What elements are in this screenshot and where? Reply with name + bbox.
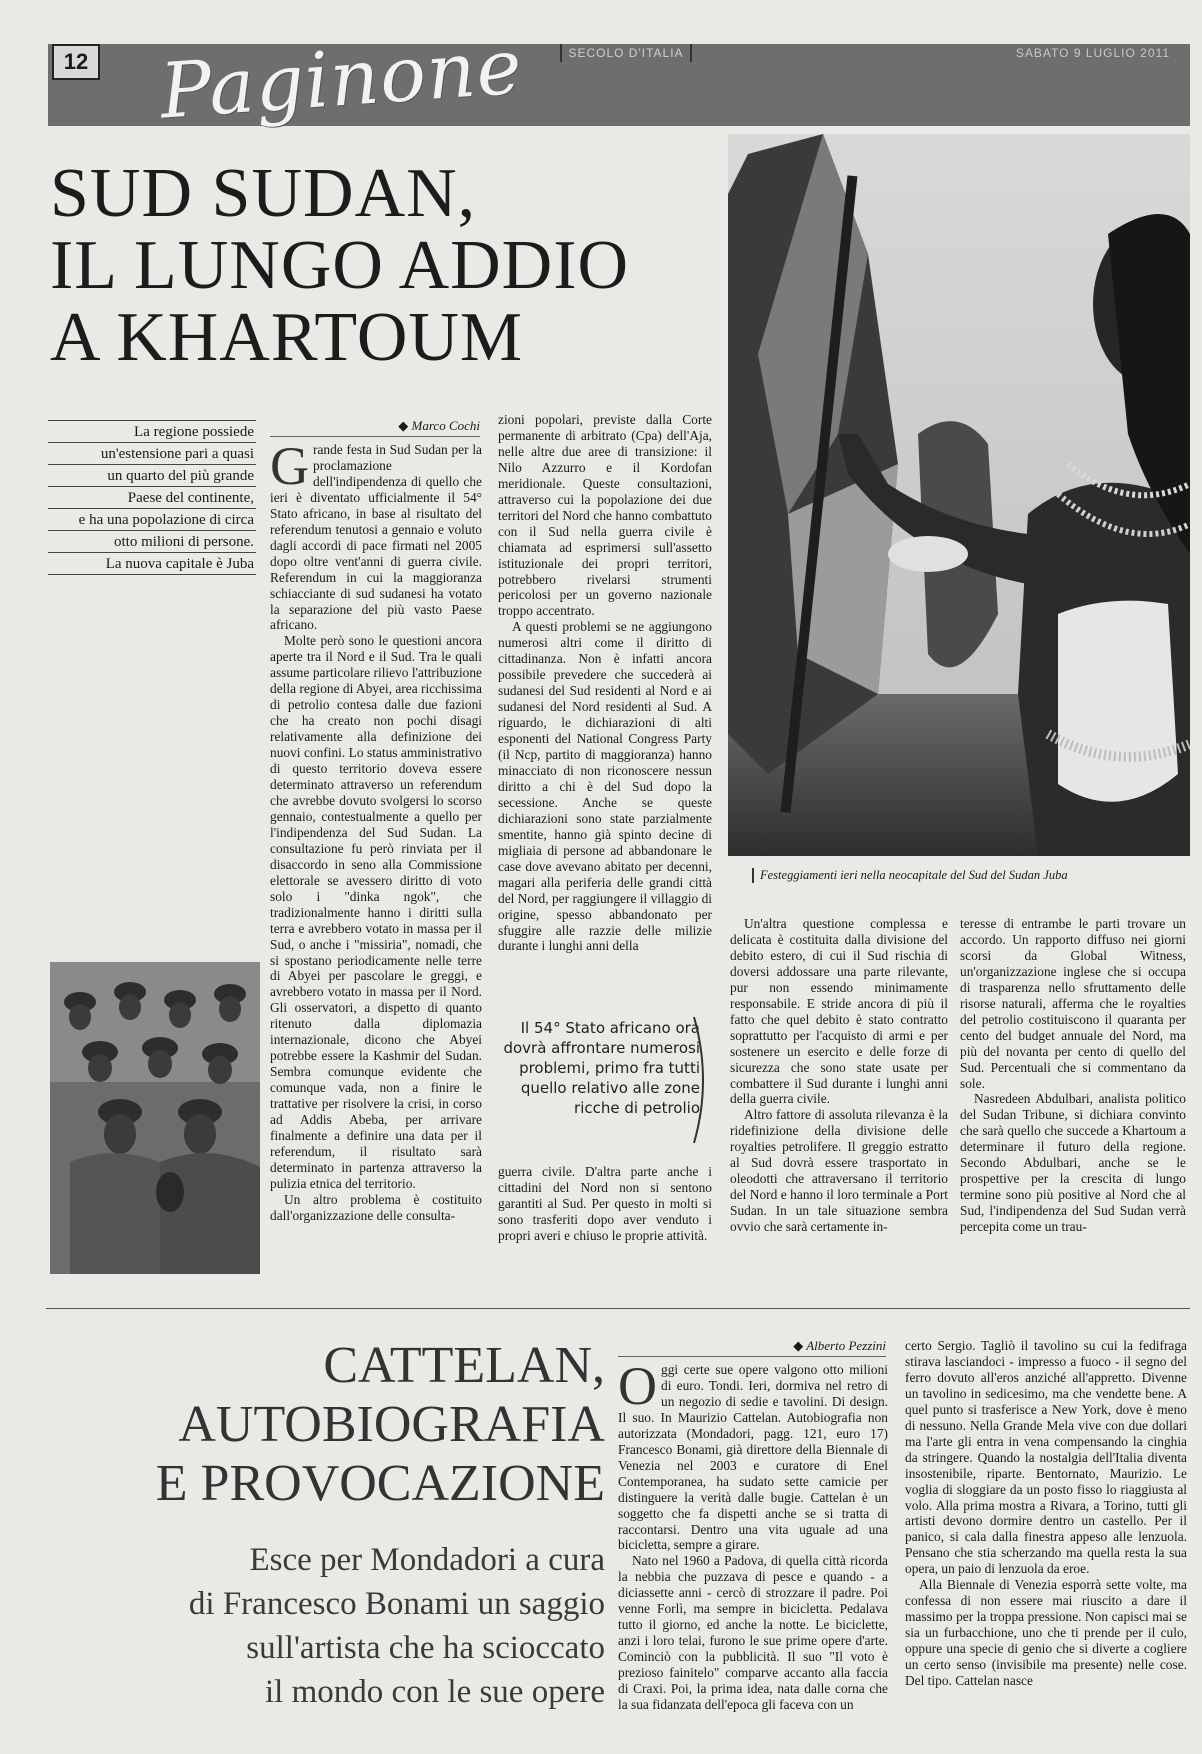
subheadline-line: il mondo con le sue opere — [265, 1674, 605, 1710]
paragraph: zioni popolari, previste dalla Corte permanente di arbitrato (Cpa) dell'Aja, nelle altre due aree di transizione: il Nilo Azzurro e il Kordofan meridionale. Queste consultazioni, attraverso cui la popolazione dei due territori del Nord che hanno combattuto con il Sud nella guerra civile è chiamata ad esprimersi sull'assetto istituzionale dei propri territori, potrebbero rivelarsi strumenti pericolosi per un governo nazionale troppo accentrato. — [498, 412, 712, 619]
article-column-2-continued — [498, 1164, 712, 1276]
masthead: SECOLO D'ITALIA — [560, 44, 692, 62]
byline-diamond-icon: ◆ — [398, 418, 409, 433]
article-divider — [46, 1308, 1190, 1309]
headline-line: CATTELAN, — [323, 1337, 605, 1394]
headline-line: SUD SUDAN, — [50, 155, 477, 232]
paragraph: Molte però sono le questioni ancora aperte tra il Nord e il Sud. Tra le quali assume particolare rilievo l'attribuzione della regione di Abyei, area ricchissima di petrolio contesa dalle due fazioni che ha creato non pochi disagi relativamente alla definizione dei nuovi confini. Lo status amministrativo di questo territorio doveva essere determinato attraverso un referendum che avrebbe dovuto svolgersi lo scorso gennaio, contestualmente a quello per l'indipendenza del Sud Sudan. La consultazione fu però rinviata per il disaccordo in seno alla Commissione elettorale se avessero diritto di voto solo i "dinka ngok", che tradizionalmente hanno i diritti sulla terra e avrebbero votato in massa per il Sud, o anche i "missiria", nomadi, che si spostano periodicamente nelle terre di Abyei per pascolare le greggi, e avrebbero votato in massa per il Nord. Gli osservatori, a dispetto di quanto ritenuto dalla diplomazia internazionale, dicono che Abyei potrebbe essere la Kashmir del Sudan. Sembra comunque evidente che comunque vada, non a finire le trattative per risolvere la crisi, in corso ad Addis Abeba, per arrivare finalmente a definire una data per il referendum, il risultato sarà determinato in partenza attraverso la pulizia etnica del territorio. — [270, 633, 482, 1191]
paragraph-text: ggi certe sue opere valgono otto milioni di euro. Tondi. Ieri, dormiva nel retro di un negozio di sedie e tavolini. Di design. Il suo. In Maurizio Cattelan. Autobiografia non autorizzata (Mondadori, pagg. 121, euro 17) Francesco Bonami, già direttore della Biennale di Venezia nel 2003 e curatore di Enel Contemporanea, ha sudato sette camicie per distinguere la verità dalle bugie. Cattelan è un soggetto che fa dispetti anche se si tratta di raccontarsi. Dentro una vita uguale ad una bicicletta, sempre a girare. — [618, 1362, 888, 1553]
summary-line: La regione possiede — [48, 420, 256, 442]
summary-line: un'estensione pari a quasi — [48, 442, 256, 464]
dateline: SABATO 9 LUGLIO 2011 — [1015, 46, 1170, 60]
summary-line: e ha una popolazione di circa — [48, 508, 256, 530]
subheadline-line: Esce per Mondadori a cura — [249, 1542, 605, 1578]
paragraph: Nasredeen Abdulbari, analista politico del Sudan Tribune, si dichiara convinto che sarà quello che succede a Khartoum a determinare il futuro della regione. Secondo Abdulbari, anche se le prospettive per la crescita di lungo termine sono più positive al Nord che al Sud, l'indipendenza del Sud Sudan verrà percepita come un trau- — [960, 1091, 1186, 1235]
article-column-4 — [960, 916, 1186, 1276]
paragraph: certo Sergio. Tagliò il tavolino su cui la fedifraga stirava lasciandoci - impresso a fuoco - il segno del ferro dovuto all'eros anziché all'appretto. Divenne un tavolino in sedicesimo, ma che vendette bene. A quel punto si trasferisce a New York, dove è meno di nessuno. Nella Grande Mela vive con due dollari ma l'arte gli entra in vena compensando la cinghia da stringere. Quando la nostalgia dell'Italia diventa insostenibile, riparte. Bentornato, Maurizio. Le voglia di sloggiare da un posto fisso lo riaggiusta al volo. Alla prima mostra a Rivara, a Torino, tutti gli artisti devono dormire dentro un castello. Per il panico, si cala dalla finestra appeso alle lenzuola. Pensano che stia scherzando ma quella resta la sua opera, un paio di lenzuola da eroe. — [905, 1338, 1187, 1577]
paragraph — [618, 1362, 888, 1553]
headline-line: AUTOBIOGRAFIA — [178, 1396, 605, 1453]
article-headline — [50, 155, 740, 376]
paragraph: Alla Biennale di Venezia esporrà sette volte, ma confessa di non essere mai riuscito a dare il massimo per la troppa pressione. Non capisci mai se sia un furbacchione, uno che ti prende per il culo, oppure una specie di genio che si diverte a cogliere un certo senso (invisibile ma presente) nelle cose. Del tipo. Cattelan nasce — [905, 1577, 1187, 1689]
headline-line: IL LUNGO ADDIO — [50, 227, 630, 304]
paragraph: Altro fattore di assoluta rilevanza è la ridefinizione della divisione delle royalties petrolifere. Il greggio estratto al Sud dovrà essere trasportato in oleodotti che attraversano il territorio del Nord e hanno il loro terminale a Port Sudan. In un tale situazione sembra ovvio che sarà certamente in- — [730, 1107, 948, 1235]
byline-author: Alberto Pezzini — [806, 1338, 886, 1353]
paragraph: Nato nel 1960 a Padova, di quella città ricorda la nebbia che puzzava di pesce e quando - a diciassette anni - cercò di strozzare il padre. Poi venne Forlì, ma sempre in bicicletta. Pedalava tutto il giorno, ed anche la notte. Le biciclette, anzi i loro telai, furono le sue prime opere d'arte. Cominciò con la pubblicità. Il suo "Il voto è prezioso fainitelo" comparve accanto alla faccia di Craxi. Poi, la prima idea, nata dalle corna che la sua fidanzata dell'epoca gli faceva con un — [618, 1553, 888, 1713]
soldiers-photo — [50, 962, 260, 1274]
article-byline — [270, 418, 480, 437]
page-number: 12 — [52, 44, 100, 80]
pull-quote: Il 54° Stato africano ora dovrà affrontare numerosi problemi, primo fra tutti quello relativo alle zone ricche di petrolio — [503, 1019, 700, 1117]
summary-line: Paese del continente, — [48, 486, 256, 508]
paragraph-text: rande festa in Sud Sudan per la proclamazione dell'indipendenza di quello che ieri è diventato ufficialmente il 54° Stato africano, in base al risultato del referendum tenutosi a gennaio e voluto dagli accordi di pace firmati nel 2005 dopo oltre vent'anni di guerra civile. Referendum in cui la maggioranza schiacciante di sud sudanesi ha votato la separazione del più vasto Paese africano. — [270, 442, 482, 633]
drop-cap: G — [270, 442, 309, 496]
pull-quote-bracket — [690, 1015, 714, 1145]
article-byline — [618, 1338, 886, 1357]
paragraph: Un'altra questione complessa e delicata è costituita dalla divisione del debito estero, di cui il Sud rischia di doversi addossare una parte rilevante, pur non essendo minimamente responsabile. E stride ancora di più il fatto che quel debito è stato contratto soprattutto per l'acquisto di armi e per sostenere un esercito e delle forze di sicurezza che sono state usate per combattere il Sud durante i lunghi anni della guerra civile. — [730, 916, 948, 1107]
main-photo — [728, 134, 1190, 856]
article-column-1 — [270, 442, 482, 1272]
article-column-3 — [730, 916, 948, 1276]
byline-author: Marco Cochi — [411, 418, 480, 433]
byline-diamond-icon: ◆ — [793, 1338, 804, 1353]
article-column-5 — [618, 1362, 888, 1722]
article-subheadline — [40, 1538, 605, 1714]
article-column-6 — [905, 1338, 1187, 1722]
headline-line: A KHARTOUM — [50, 299, 524, 376]
subheadline-line: sull'artista che ha scioccato — [246, 1630, 605, 1666]
headline-line: E PROVOCAZIONE — [155, 1455, 605, 1512]
paragraph: Un altro problema è costituito dall'organizzazione delle consulta- — [270, 1191, 482, 1223]
section-name: Paginone — [157, 21, 526, 136]
subheadline-line: di Francesco Bonami un saggio — [188, 1586, 605, 1622]
paragraph: guerra civile. D'altra parte anche i cittadini del Nord non si sentono garantiti al Sud. Per questo in molti si sono trasferiti dopo aver venduto i propri averi e chiuso le proprie attività. — [498, 1164, 712, 1243]
summary-line: otto milioni di persone. — [48, 530, 256, 552]
paragraph: A questi problemi se ne aggiungono numerosi altri come il diritto di cittadinanza. Non è infatti ancora possibile prevedere che succederà ai sudanesi del Sud residenti al Nord e ai sudanesi del Nord residenti al Sud. A riguardo, le dichiarazioni di alti esponenti del National Congress Party (il Ncp, partito di maggioranza) hanno minacciato di non riconoscere nessun diritto a chi è del Sud dopo la secessione. Anche se queste dichiarazioni sono state parzialmente smentite, hanno già spinto decine di migliaia di persone ad abbandonare le case dove avevano abitato per decenni, magari alla periferia delle grandi città del Nord, per raggiungere il villaggio di origine, spesso abbandonato per sfuggire alle razzie delle milizie durante i lunghi anni della — [498, 619, 712, 954]
summary-line: un quarto del più grande — [48, 464, 256, 486]
paragraph: teresse di entrambe le parti trovare un accordo. Un rapporto diffuso nei giorni scorsi da Global Witness, un'organizzazione inglese che si occupa di trasparenza nello sfruttamento delle risorse naturali, afferma che le royalties del petrolio costituiscono il quaranta per cento del budget annuale del Nord, ma più del novanta per cento di quello del Sud. Percentuali che si commentano da sole. — [960, 916, 1186, 1091]
article-headline — [40, 1336, 605, 1513]
photo-caption: Festeggiamenti ieri nella neocapitale del Sud del Sudan Juba — [752, 868, 1190, 883]
summary-line: La nuova capitale è Juba — [48, 552, 256, 575]
article-summary — [48, 420, 256, 575]
paragraph — [270, 442, 482, 633]
drop-cap: O — [618, 1362, 657, 1416]
article-column-2 — [498, 412, 712, 992]
